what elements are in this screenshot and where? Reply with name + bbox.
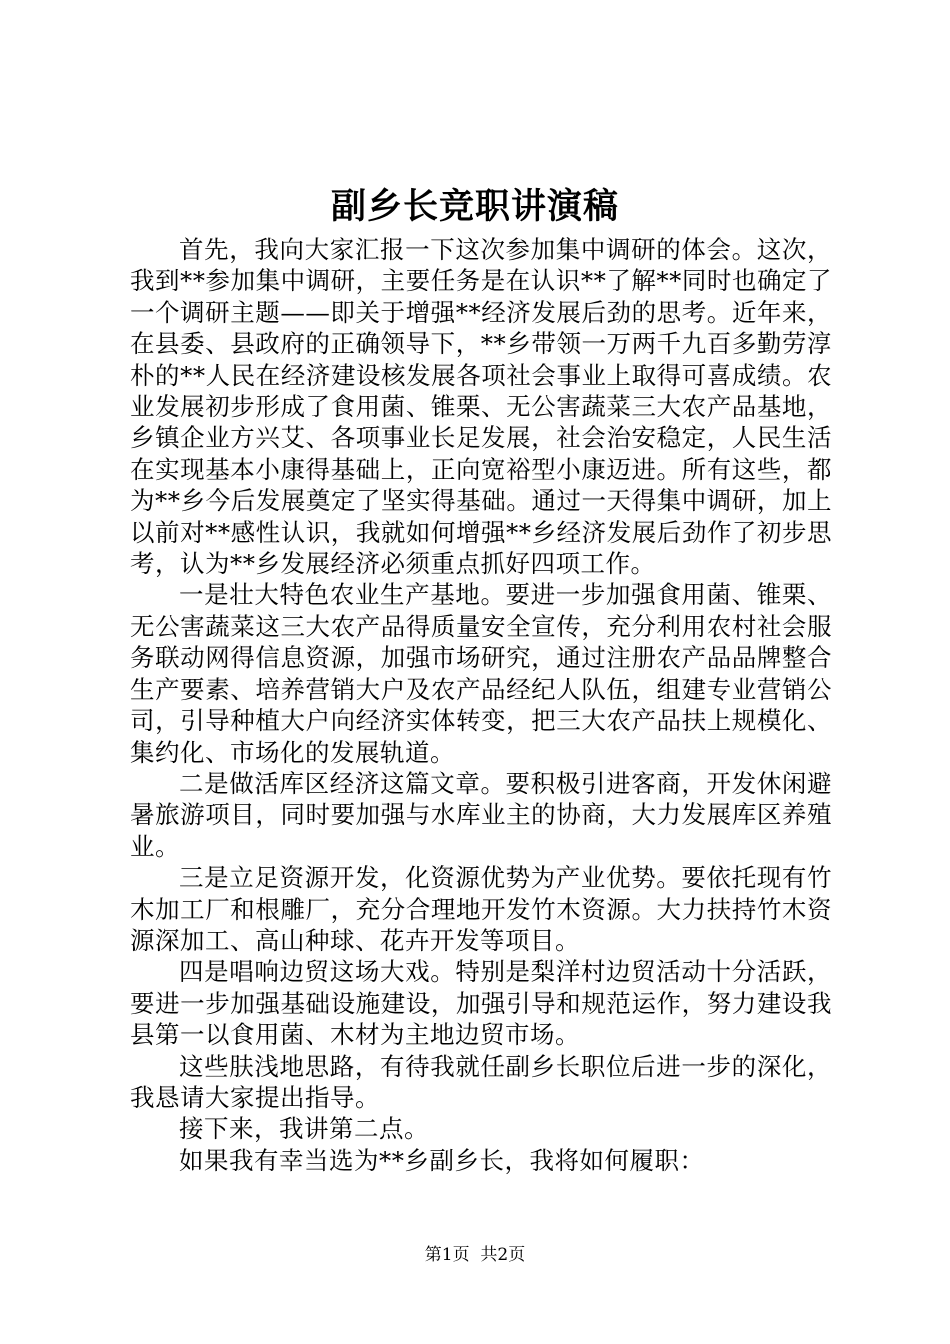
paragraph-point-three: 三是立足资源开发，化资源优势为产业优势。要依托现有竹木加工厂和根雕厂，充分合理地开发竹木资源。大力扶持竹木资源深加工、高山种球、花卉开发等项目。 <box>130 863 832 955</box>
page-footer <box>0 1244 950 1266</box>
document-title: 副乡长竞职讲演稿 <box>330 186 619 227</box>
paragraph-point-two: 二是做活库区经济这篇文章。要积极引进客商，开发休闲避暑旅游项目，同时要加强与水库业主的协商，大力发展库区养殖业。 <box>130 768 832 861</box>
paragraph-closing: 如果我有幸当选为**乡副乡长，我将如何履职： <box>179 1145 705 1175</box>
page-number: 第1页 <box>424 1245 470 1265</box>
paragraph-point-one: 一是壮大特色农业生产基地。要进一步加强食用菌、锥栗、无公害蔬菜这三大农产品得质量安全宣传，充分利用农村社会服务联动网得信息资源，加强市场研究，通过注册农产品品牌整合生产要素、培养营销大户及农产品经纪人队伍，组建专业营销公司，引导种植大户向经济实体转变，把三大农产品扶上规模化、集约化、市场化的发展轨道。 <box>130 580 832 767</box>
paragraph-point-four: 四是唱响边贸这场大戏。特别是梨洋村边贸活动十分活跃，要进一步加强基础设施建设，加强引导和规范运作，努力建设我县第一以食用菌、木材为主地边贸市场。 <box>130 957 832 1050</box>
paragraph-intro: 首先，我向大家汇报一下这次参加集中调研的体会。这次，我到**参加集中调研，主要任务是在认识**了解**同时也确定了一个调研主题——即关于增强**经济发展后劲的思考。近年来，在县委、县政府的正确领导下，**乡带领一万两千九百多勤劳淳朴的**人民在经济建设核发展各项社会事业上取得可喜成绩。农业发展初步形成了食用菌、锥栗、无公害蔬菜三大农产品基地，乡镇企业方兴艾、各项事业长足发展，社会治安稳定，人民生活在实现基本小康得基础上，正向宽裕型小康迈进。所有这些，都为**乡今后发展奠定了坚实得基础。通过一天得集中调研，加上以前对**感性认识，我就如何增强**乡经济发展后劲作了初步思考，认为**乡发展经济必须重点抓好四项工作。 <box>130 235 832 579</box>
document-body <box>130 234 832 1176</box>
paragraph-transition: 接下来，我讲第二点。 <box>179 1114 429 1144</box>
page-total: 共2页 <box>480 1245 526 1265</box>
paragraph-summary: 这些肤浅地思路，有待我就任副乡长职位后进一步的深化，我恳请大家提出指导。 <box>130 1051 832 1112</box>
